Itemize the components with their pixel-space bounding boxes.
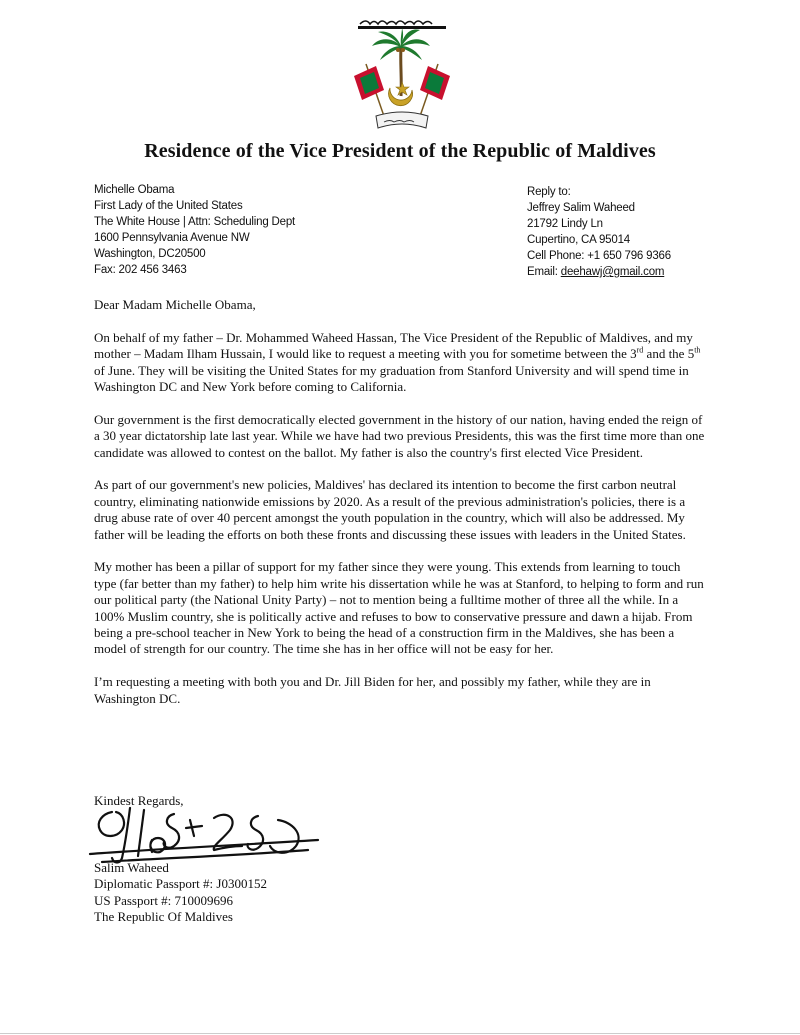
recipient-line: 1600 Pennsylvania Avenue NW <box>94 232 250 244</box>
signature-block <box>94 860 267 926</box>
calligraphy-banner-icon <box>358 21 446 29</box>
page-title: Residence of the Vice President of the Republic of Maldives <box>144 140 656 162</box>
email-link[interactable]: deehawj@gmail.com <box>560 266 665 278</box>
closing: Kindest Regards, <box>94 793 184 808</box>
paragraph: My mother has been a pillar of support for my father since they were young. This extends from learning to touch type (far better than my father) to help him write his dissertation while he was at Stanford, to helping to form and run our political party (the National Unity Party) – not to mention being a fulltime mother of three all the while. In a 100% Muslim country, she is politically active and refuses to bow to conservative pressure and dawn a hijab. From being a pre-school teacher in New York to being the head of a construction firm in the Maldives, she has been a model of strength for our country. The time she has in her office will not be easy for her. <box>94 559 704 657</box>
right-flag-icon <box>418 64 450 122</box>
signer-name: Salim Waheed <box>94 860 169 875</box>
letter-body <box>94 297 706 723</box>
reply-to-label: Reply to: <box>527 186 571 198</box>
signer-detail: The Republic Of Maldives <box>94 909 233 925</box>
page-edge-divider <box>0 1033 800 1034</box>
reply-to-line: Jeffrey Salim Waheed <box>527 202 635 214</box>
email-label: Email: <box>527 266 561 278</box>
paragraph: On behalf of my father – Dr. Mohammed Waheed Hassan, The Vice President of the Republic of Maldives, and my mother – Madam Ilham Hussain, I would like to request a meeting with you for sometime between the 3rd and the 5th of June. They will be visiting the United States for my graduation from Stanford University and will spend time in Washington DC and New York before coming to California. <box>94 329 701 395</box>
recipient-line: First Lady of the United States <box>94 200 243 212</box>
signer-detail: US Passport #: 710009696 <box>94 892 234 908</box>
paragraph: As part of our government's new policies, Maldives' has declared its intention to become the first carbon neutral country, eliminating nationwide emissions by 2020. As a result of the previous administration's policies, there is a drug abuse rate of over 40 percent amongst the youth population in the country, which will also be addressed. My father will be leading the efforts on both these fronts and discussing these issues with leaders in the United States. <box>94 477 686 542</box>
reply-to-line: Cell Phone: +1 650 796 9366 <box>527 250 671 262</box>
recipient-line: Michelle Obama <box>94 184 175 196</box>
paragraph: I’m requesting a meeting with both you and Dr. Jill Biden for her, and possibly my father, while they are in Washington DC. <box>94 674 651 706</box>
left-flag-icon <box>354 64 386 122</box>
maldives-coat-of-arms-icon <box>346 16 458 136</box>
recipient-line: Washington, DC20500 <box>94 248 206 260</box>
scroll-ribbon-icon <box>376 112 428 128</box>
reply-to-address <box>527 184 671 280</box>
recipient-line: Fax: 202 456 3463 <box>94 264 187 276</box>
signer-detail: Diplomatic Passport #: J0300152 <box>94 876 267 892</box>
paragraph: Our government is the first democratically elected government in the history of our nation, having ended the reign of a 30 year dictatorship late last year. While we have had two previous Presidents, this was the first time more than one candidate was allowed to contest on the ballot. My father is also the country's first elected Vice President. <box>94 411 705 460</box>
recipient-line: The White House | Attn: Scheduling Dept <box>94 216 296 228</box>
reply-to-line: 21792 Lindy Ln <box>527 218 603 230</box>
salutation: Dear Madam Michelle Obama, <box>94 297 256 312</box>
reply-to-email-row <box>527 264 671 280</box>
reply-to-line: Cupertino, CA 95014 <box>527 234 630 246</box>
recipient-address <box>94 182 295 278</box>
